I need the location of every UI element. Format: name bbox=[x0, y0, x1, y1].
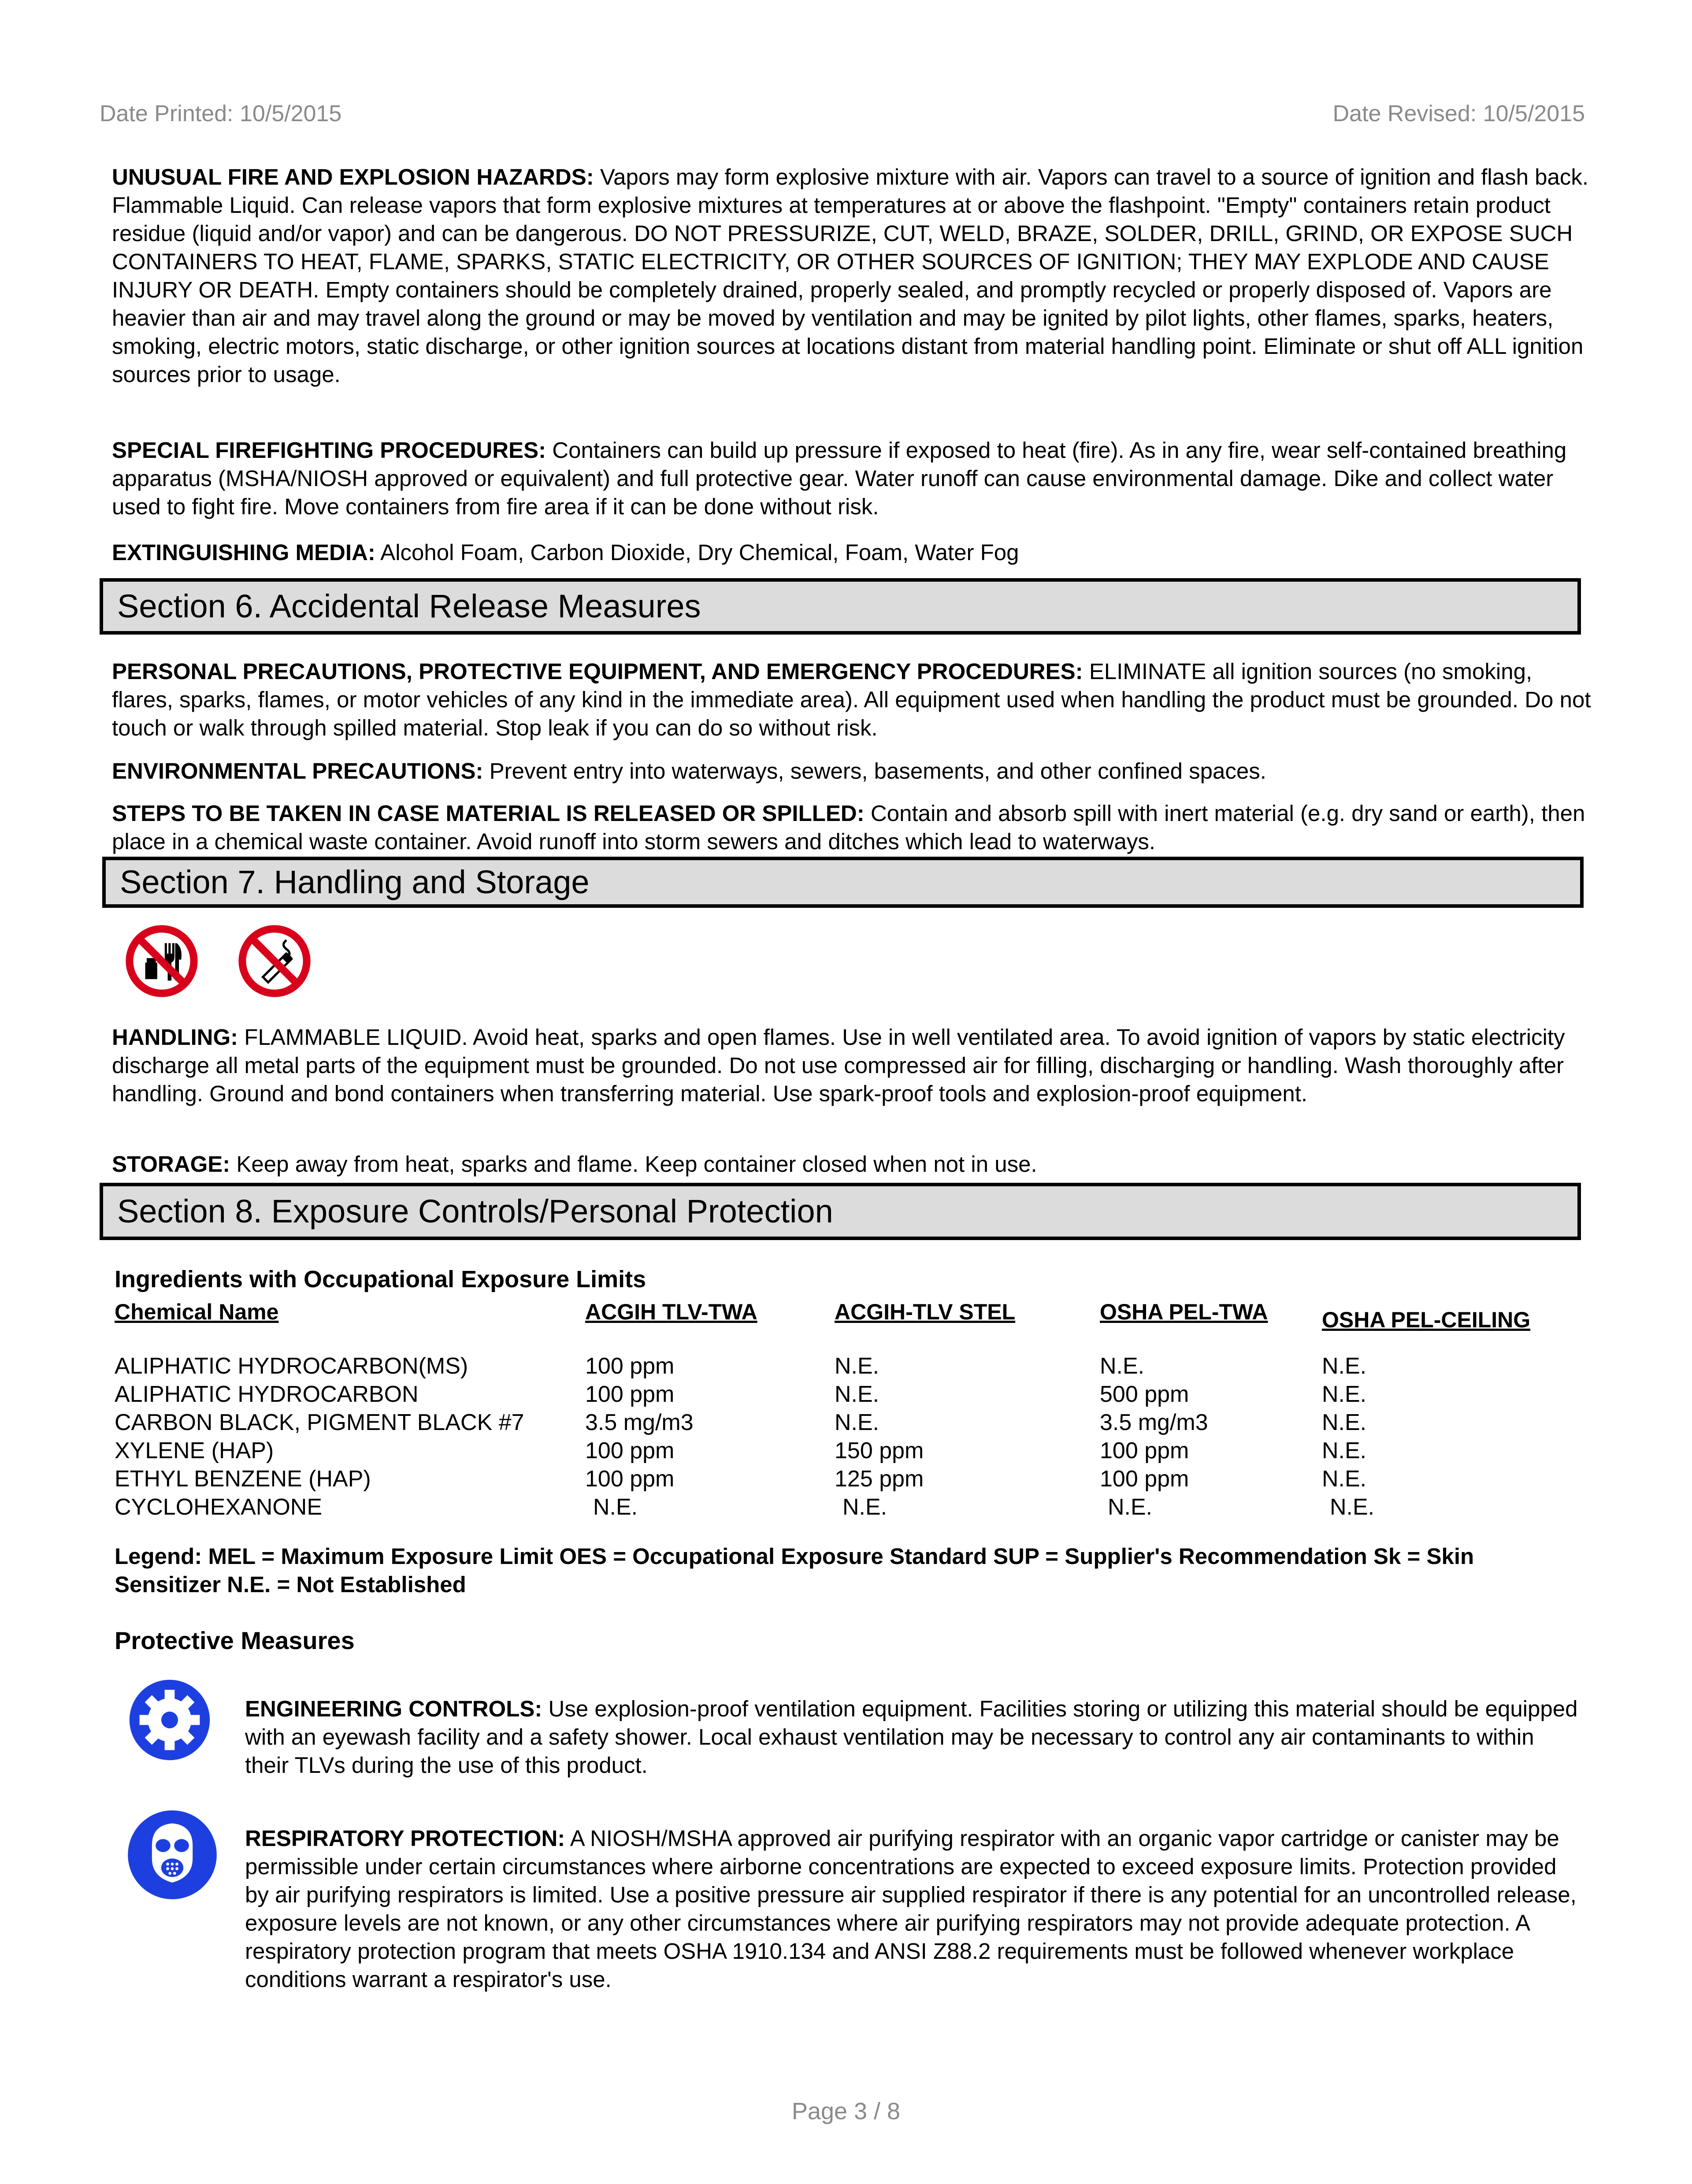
table-cell: ALIPHATIC HYDROCARBON bbox=[115, 1382, 419, 1407]
special-firefighting-label: SPECIAL FIREFIGHTING PROCEDURES: bbox=[112, 438, 546, 463]
personal-precautions-label: PERSONAL PRECAUTIONS, PROTECTIVE EQUIPMENT, AND EMERGENCY PROCEDURES: bbox=[112, 659, 1083, 684]
table-cell: N.E. bbox=[835, 1410, 879, 1435]
table-cell: CARBON BLACK, PIGMENT BLACK #7 bbox=[115, 1410, 524, 1435]
spill-steps-label: STEPS TO BE TAKEN IN CASE MATERIAL IS RELEASED OR SPILLED: bbox=[112, 801, 865, 826]
section-8-title: Section 8. Exposure Controls/Personal Protection bbox=[117, 1193, 833, 1229]
exposure-legend: Legend: MEL = Maximum Exposure Limit OES = Occupational Exposure Standard SUP = Supplier's Recommendation Sk = Skin Sensitizer N.E. = Not Established bbox=[115, 1544, 1474, 1597]
page-number: Page 3 / 8 bbox=[791, 2098, 901, 2125]
table-cell: N.E. bbox=[1322, 1466, 1367, 1492]
table-cell: 150 ppm bbox=[835, 1438, 924, 1463]
table-cell: ETHYL BENZENE (HAP) bbox=[115, 1466, 371, 1492]
table-cell: N.E. bbox=[1100, 1353, 1145, 1379]
section-7-header bbox=[102, 857, 1584, 908]
storage bbox=[112, 1150, 1592, 1178]
table-cell: 3.5 mg/m3 bbox=[1100, 1410, 1208, 1435]
unusual-fire-hazards-text: Vapors may form explosive mixture with air. Vapors can travel to a source of ignition and flash back. Flammable Liquid. Can release vapors that form explosive mixtures at temperatures at or above the flashpoint. "Empty" containers retain product residue (liquid and/or vapor) and can be dangerous. DO NOT PRESSURIZE, CUT, WELD, BRAZE, SOLDER, DRILL, GRIND, OR EXPOSE SUCH CONTAINERS TO HEAT, FLAME, SPARKS, STATIC ELECTRICITY, OR OTHER SOURCES OF IGNITION; THEY MAY EXPLODE AND CAUSE INJURY OR DEATH. Empty containers should be completely drained, properly sealed, and promptly recycled or properly disposed of. Vapors are heavier than air and may travel along the ground or may be moved by ventilation and may be ignited by pilot lights, other flames, sparks, heaters, smoking, electric motors, static discharge, or other ignition sources at locations distant from material handling point. Eliminate or shut off ALL ignition sources prior to usage. bbox=[112, 164, 1589, 387]
respiratory-protection-text: A NIOSH/MSHA approved air purifying respirator with an organic vapor cartridge or canister may be permissible under certain circumstances where airborne concentrations are expected to exceed exposure limits. Protection provided by air purifying respirators is limited. Use a positive pressure air supplied respirator if there is any potential for an uncontrolled release, exposure levels are not known, or any other circumstances where air purifying respirators may not provide adequate protection. A respiratory protection program that meets OSHA 1910.134 and ANSI Z88.2 requirements must be followed whenever workplace conditions warrant a respirator's use. bbox=[245, 1826, 1577, 1992]
protective-measures-heading: Protective Measures bbox=[115, 1627, 355, 1654]
col-chemical-name: Chemical Name bbox=[115, 1300, 279, 1324]
engineering-controls-label: ENGINEERING CONTROLS: bbox=[245, 1696, 542, 1721]
table-cell: 500 ppm bbox=[1100, 1382, 1189, 1407]
engineering-gear-icon bbox=[128, 1678, 212, 1762]
spill-steps-text: Contain and absorb spill with inert material (e.g. dry sand or earth), then place in a chemical waste container. Avoid runoff into storm sewers and ditches which lead to waterways. bbox=[112, 801, 1585, 854]
table-cell: 125 ppm bbox=[835, 1466, 924, 1492]
no-smoking-icon bbox=[237, 924, 312, 999]
table-cell: N.E. bbox=[835, 1353, 879, 1379]
respiratory-protection bbox=[245, 1824, 1580, 1994]
table-cell: N.E. bbox=[1322, 1382, 1367, 1407]
handling-label: HANDLING: bbox=[112, 1025, 238, 1050]
table-cell: 100 ppm bbox=[585, 1438, 675, 1463]
extinguishing-media-label: EXTINGUISHING MEDIA: bbox=[112, 540, 375, 565]
handling bbox=[112, 1023, 1592, 1108]
storage-label: STORAGE: bbox=[112, 1151, 230, 1177]
storage-text: Keep away from heat, sparks and flame. Keep container closed when not in use. bbox=[230, 1151, 1037, 1177]
table-cell: 100 ppm bbox=[585, 1353, 675, 1379]
unusual-fire-hazards bbox=[112, 163, 1592, 389]
engineering-controls bbox=[245, 1695, 1580, 1779]
table-cell: N.E. bbox=[1108, 1494, 1153, 1520]
environmental-precautions-label: ENVIRONMENTAL PRECAUTIONS: bbox=[112, 758, 483, 784]
table-cell: 100 ppm bbox=[1100, 1466, 1189, 1492]
unusual-fire-hazards-label: UNUSUAL FIRE AND EXPLOSION HAZARDS: bbox=[112, 164, 594, 189]
environmental-precautions-text: Prevent entry into waterways, sewers, basements, and other confined spaces. bbox=[483, 758, 1266, 784]
section-6-title: Section 6. Accidental Release Measures bbox=[117, 588, 701, 624]
col-acgih-tlv-twa: ACGIH TLV-TWA bbox=[585, 1300, 757, 1324]
personal-precautions-text: ELIMINATE all ignition sources (no smoking, flares, sparks, flames, or motor vehicles of any kind in the immediate area). All equipment used when handling the product must be grounded. Do not touch or walk through spilled material. Stop leak if you can do so without risk. bbox=[112, 659, 1591, 740]
extinguishing-media-text: Alcohol Foam, Carbon Dioxide, Dry Chemical, Foam, Water Fog bbox=[375, 540, 1019, 565]
personal-precautions bbox=[112, 657, 1592, 742]
table-cell: 100 ppm bbox=[1100, 1438, 1189, 1463]
date-revised: Date Revised: 10/5/2015 bbox=[1332, 101, 1585, 126]
table-cell: N.E. bbox=[1330, 1494, 1375, 1520]
table-cell: 100 ppm bbox=[585, 1466, 675, 1492]
table-cell: N.E. bbox=[1322, 1410, 1367, 1435]
col-osha-pel-twa: OSHA PEL-TWA bbox=[1100, 1300, 1268, 1324]
col-osha-pel-ceiling: OSHA PEL-CEILING bbox=[1322, 1307, 1531, 1332]
table-cell: N.E. bbox=[842, 1494, 887, 1520]
spill-steps bbox=[112, 799, 1592, 856]
section-8-header bbox=[100, 1183, 1581, 1240]
section-6-header bbox=[100, 578, 1581, 635]
date-printed: Date Printed: 10/5/2015 bbox=[100, 101, 342, 126]
extinguishing-media bbox=[112, 539, 1592, 567]
respiratory-protection-label: RESPIRATORY PROTECTION: bbox=[245, 1826, 565, 1851]
table-cell: N.E. bbox=[593, 1494, 638, 1520]
table-cell: ALIPHATIC HYDROCARBON(MS) bbox=[115, 1353, 468, 1379]
respirator-icon bbox=[126, 1809, 219, 1901]
special-firefighting bbox=[112, 436, 1592, 521]
exposure-table-title: Ingredients with Occupational Exposure Limits bbox=[115, 1266, 646, 1293]
environmental-precautions bbox=[112, 757, 1592, 785]
table-cell: XYLENE (HAP) bbox=[115, 1438, 274, 1463]
table-cell: 3.5 mg/m3 bbox=[585, 1410, 694, 1435]
table-cell: N.E. bbox=[835, 1382, 879, 1407]
special-firefighting-text: Containers can build up pressure if exposed to heat (fire). As in any fire, wear self-contained breathing apparatus (MSHA/NIOSH approved or equivalent) and full protective gear. Water runoff can cause environmental damage. Dike and collect water used to fight fire. Move containers from fire area if it can be done without risk. bbox=[112, 438, 1567, 519]
section-7-title: Section 7. Handling and Storage bbox=[120, 864, 590, 900]
table-cell: 100 ppm bbox=[585, 1382, 675, 1407]
table-cell: N.E. bbox=[1322, 1438, 1367, 1463]
no-eating-drinking-icon bbox=[124, 924, 199, 999]
col-acgih-tlv-stel: ACGIH-TLV STEL bbox=[835, 1300, 1016, 1324]
table-cell: CYCLOHEXANONE bbox=[115, 1494, 322, 1520]
table-cell: N.E. bbox=[1322, 1353, 1367, 1379]
engineering-controls-text: Use explosion-proof ventilation equipment. Facilities storing or utilizing this material should be equipped with an eyewash facility and a safety shower. Local exhaust ventilation may be necessary to control any air contaminants to within their TLVs during the use of this product. bbox=[245, 1696, 1578, 1778]
handling-text: FLAMMABLE LIQUID. Avoid heat, sparks and open flames. Use in well ventilated area. To avoid ignition of vapors by static electricity discharge all metal parts of the equipment must be grounded. Do not use compressed air for filling, discharging or handling. Wash thoroughly after handling. Ground and bond containers when transferring material. Use spark-proof tools and explosion-proof equipment. bbox=[112, 1025, 1565, 1106]
